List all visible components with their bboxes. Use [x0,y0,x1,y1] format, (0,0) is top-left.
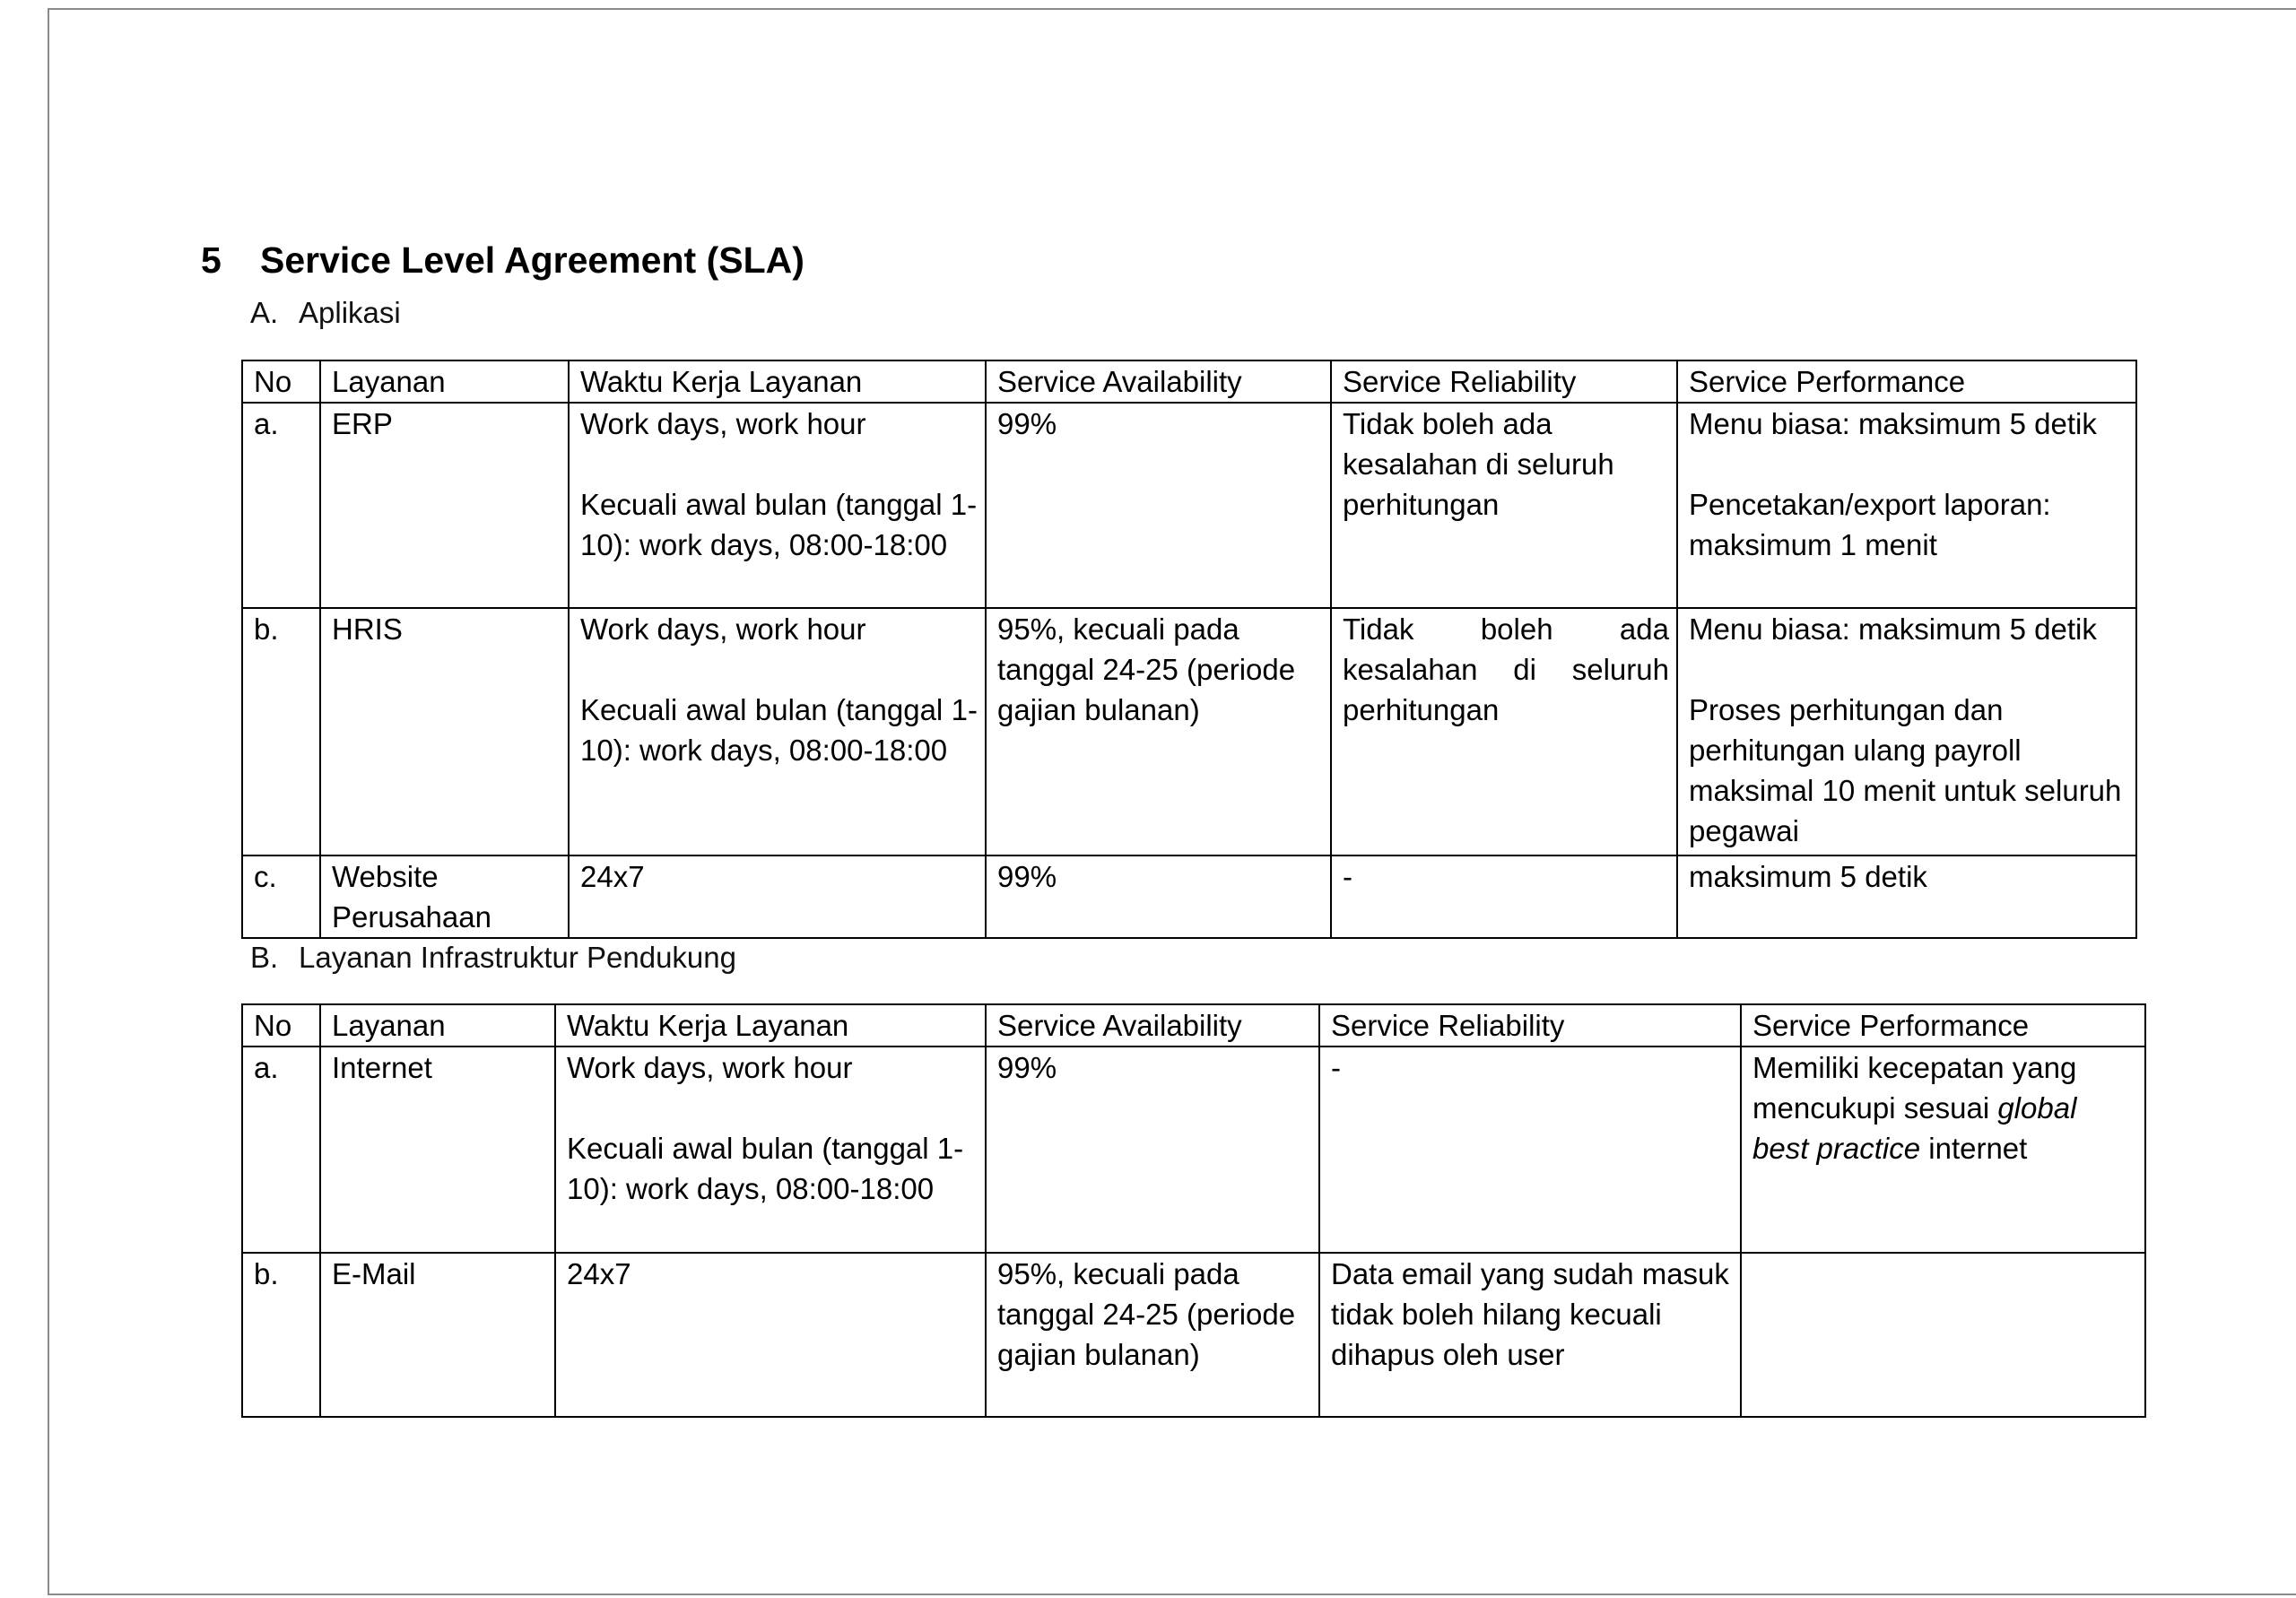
performance-text-end: internet [1920,1132,2028,1165]
header-reliability: Service Reliability [1331,360,1677,403]
cell-waktu: Work days, work hour Kecuali awal bulan (tanggal 1-10): work days, 08:00-18:00 [569,608,986,855]
table-row [242,1253,2145,1417]
performance-text: Memiliki kecepatan yang mencukupi sesuai [1752,1051,2077,1125]
header-layanan: Layanan [320,1004,555,1047]
cell-reliability: Tidak boleh ada kesalahan di seluruh perhitungan [1331,403,1677,608]
table-row [242,403,2136,608]
cell-availability: 99% [986,855,1331,938]
cell-no: a. [242,1047,320,1253]
header-waktu: Waktu Kerja Layanan [555,1004,986,1047]
cell-reliability: - [1331,855,1677,938]
subsection-letter: A. [250,296,279,329]
performance-emphasis: global best practice [1752,1091,2077,1165]
cell-availability: 99% [986,1047,1319,1253]
header-layanan: Layanan [320,360,569,403]
header-waktu: Waktu Kerja Layanan [569,360,986,403]
cell-availability: 99% [986,403,1331,608]
header-no: No [242,360,320,403]
cell-waktu: 24x7 [569,855,986,938]
table-header-row [242,1004,2145,1047]
cell-performance [1741,1253,2145,1417]
table-row [242,608,2136,855]
subsection-title: Aplikasi [299,296,401,329]
subsection-letter: B. [250,941,279,974]
cell-performance [1741,1047,2145,1253]
cell-reliability: - [1319,1047,1741,1253]
header-performance: Service Performance [1677,360,2136,403]
cell-performance: Menu biasa: maksimum 5 detik Proses perhitungan dan perhitungan ulang payroll maksimal 10 menit untuk seluruh pegawai [1677,608,2136,855]
cell-waktu: Work days, work hour Kecuali awal bulan (tanggal 1-10): work days, 08:00-18:00 [555,1047,986,1253]
section-heading [201,239,804,282]
section-number: 5 [201,239,222,281]
cell-layanan: Website Perusahaan [320,855,569,938]
cell-no: c. [242,855,320,938]
cell-waktu: 24x7 [555,1253,986,1417]
header-no: No [242,1004,320,1047]
header-availability: Service Availability [986,360,1331,403]
cell-performance: Menu biasa: maksimum 5 detik Pencetakan/export laporan: maksimum 1 menit [1677,403,2136,608]
cell-waktu: Work days, work hour Kecuali awal bulan (tanggal 1-10): work days, 08:00-18:00 [569,403,986,608]
table-row [242,1047,2145,1253]
cell-availability: 95%, kecuali pada tanggal 24-25 (periode gajian bulanan) [986,1253,1319,1417]
cell-layanan: Internet [320,1047,555,1253]
section-title: Service Level Agreement (SLA) [260,239,804,281]
cell-no: b. [242,608,320,855]
cell-no: b. [242,1253,320,1417]
subsection-title: Layanan Infrastruktur Pendukung [299,941,736,974]
table-row [242,855,2136,938]
header-performance: Service Performance [1741,1004,2145,1047]
header-reliability: Service Reliability [1319,1004,1741,1047]
cell-layanan: HRIS [320,608,569,855]
cell-layanan: ERP [320,403,569,608]
cell-layanan: E-Mail [320,1253,555,1417]
cell-availability: 95%, kecuali pada tanggal 24-25 (periode gajian bulanan) [986,608,1331,855]
header-availability: Service Availability [986,1004,1319,1047]
cell-performance: maksimum 5 detik [1677,855,2136,938]
cell-reliability: Tidak boleh ada kesalahan di seluruh perhitungan [1331,608,1677,855]
table-header-row [242,360,2136,403]
cell-no: a. [242,403,320,608]
sla-table-infrastruktur [241,1003,2146,1418]
subsection-aplikasi [250,296,401,330]
subsection-infrastruktur [250,941,736,975]
sla-table-aplikasi [241,360,2137,939]
cell-reliability: Data email yang sudah masuk tidak boleh hilang kecuali dihapus oleh user [1319,1253,1741,1417]
